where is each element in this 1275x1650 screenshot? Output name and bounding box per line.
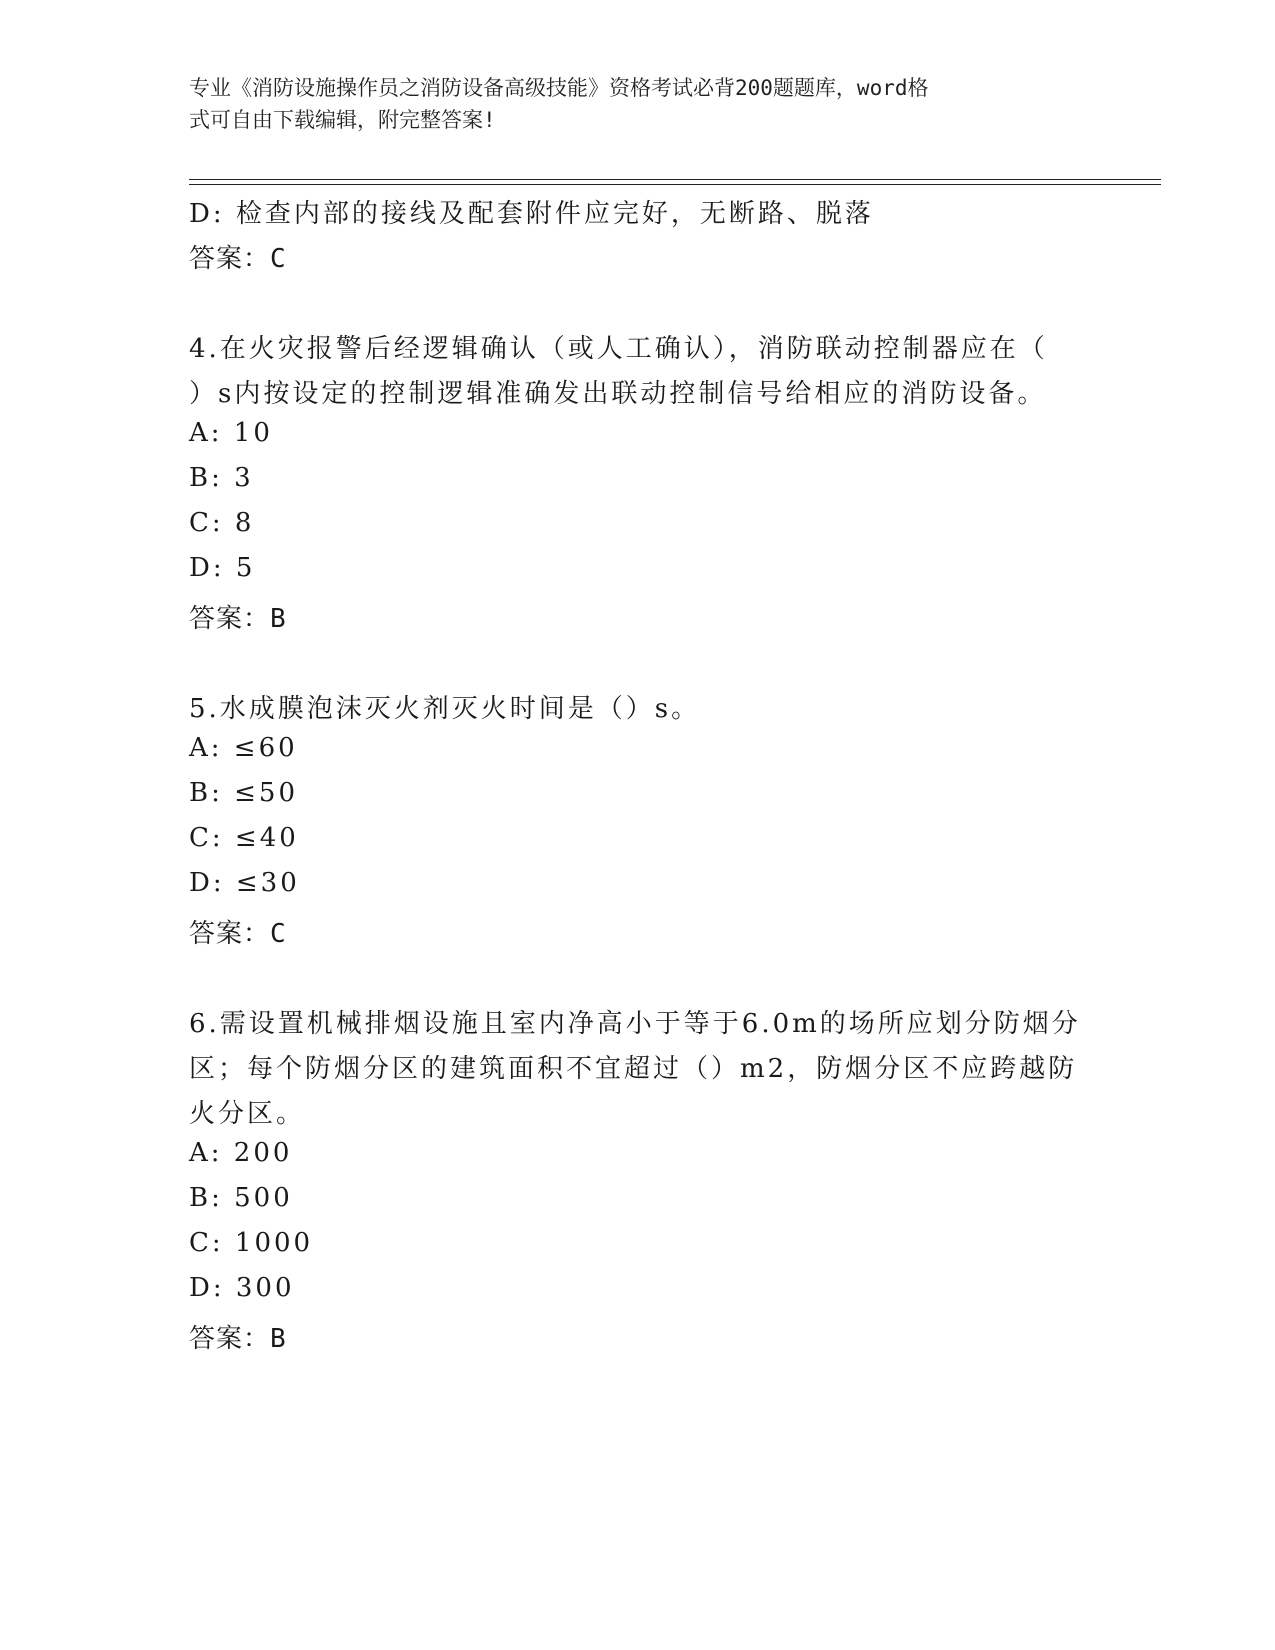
q4-option-b: B: 3	[189, 463, 254, 493]
q6-option-d: D: 300	[189, 1273, 295, 1303]
header-line-2: 式可自由下载编辑，附完整答案!	[189, 108, 496, 132]
header-divider-top	[189, 179, 1161, 180]
q6-option-a: A: 200	[189, 1138, 293, 1168]
q4-option-a: A: 10	[189, 418, 273, 448]
q6-stem-line-1: 6.需设置机械排烟设施且室内净高小于等于6.0m的场所应划分防烟分	[189, 1009, 1081, 1039]
q6-stem-line-2: 区；每个防烟分区的建筑面积不宜超过（）m2，防烟分区不应跨越防	[189, 1054, 1078, 1084]
q6-option-c: C: 1000	[189, 1228, 314, 1258]
q4-answer: 答案：B	[189, 604, 287, 634]
document-header	[189, 72, 1079, 136]
q6-stem-line-3: 火分区。	[189, 1099, 306, 1129]
q6-option-b: B: 500	[189, 1183, 293, 1213]
q6-answer: 答案：B	[189, 1324, 287, 1354]
q5-option-a: A: ≤60	[189, 733, 298, 763]
q4-stem-line-2: ）s内按设定的控制逻辑准确发出联动控制信号给相应的消防设备。	[189, 379, 1047, 409]
q4-option-c: C: 8	[189, 508, 255, 538]
header-divider-bottom	[189, 184, 1161, 185]
q5-option-d: D: ≤30	[189, 868, 300, 898]
q5-answer: 答案：C	[189, 919, 287, 949]
q4-option-d: D: 5	[189, 553, 256, 583]
q3-option-d: D: 检查内部的接线及配套附件应完好，无断路、脱落	[189, 199, 874, 229]
header-line-1: 专业《消防设施操作员之消防设备高级技能》资格考试必背200题题库，word格	[189, 76, 929, 100]
q5-option-c: C: ≤40	[189, 823, 299, 853]
q5-option-b: B: ≤50	[189, 778, 298, 808]
q5-stem-line-1: 5.水成膜泡沫灭火剂灭火时间是（）s。	[189, 694, 701, 724]
q3-answer: 答案：C	[189, 244, 287, 274]
q4-stem-line-1: 4.在火灾报警后经逻辑确认（或人工确认），消防联动控制器应在（	[189, 334, 1048, 364]
